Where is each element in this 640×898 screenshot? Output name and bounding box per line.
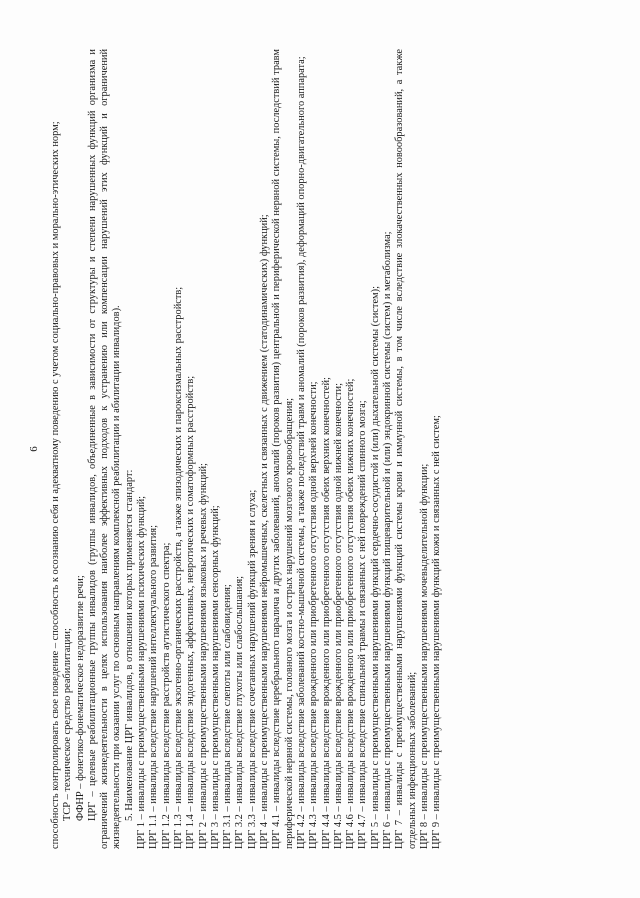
list-item: ЦРГ 4.5 – инвалиды вследствие врожденного или приобретенного отсутствия одной нижней конечности;: [332, 383, 344, 849]
list-item: ЦРГ 1.3 – инвалиды вследствие экзогенно-органических расстройств, а также эпизодических и пароксизмальных расстройств;: [172, 286, 184, 849]
list-item: ЦРГ 4.6 – инвалиды вследствие врожденного или приобретенного отсутствия обеих нижних конечностей;: [345, 378, 357, 849]
paragraph: ФФНР – фонетико-фонематическое недоразвитие речи;: [74, 575, 86, 821]
list-item: ЦРГ 9 – инвалиды с преимущественными нарушениями функций кожи и связанных с ней систем;: [431, 415, 443, 849]
list-item: ЦРГ 4.1 – инвалиды вследствие церебрального паралича и других заболеваний, аномалий (пороков развития) центральной и периферической нервной системы, последствий травм периферической нервной системы, головного мозга и острых нарушений мозгового кровообращения;: [271, 49, 295, 849]
list-item: ЦРГ 1.2 – инвалиды вследствие расстройств аутистического спектра;: [160, 542, 172, 849]
list-item: ЦРГ 4.4 – инвалиды вследствие врожденного или приобретенного отсутствия обеих верхних конечностей;: [320, 377, 332, 849]
list-item: ЦРГ 4.3 – инвалиды вследствие врожденного или приобретенного отсутствия одной верхней конечности;: [308, 381, 320, 849]
paragraph-list: [50, 49, 444, 849]
list-item: ЦРГ 7 – инвалиды с преимущественными нарушениями функций системы крови и иммунной системы, в том числе вследствие злокачественных новообразований, а также отдельных инфекционных заболеваний;: [394, 49, 418, 849]
list-item: ЦРГ 4.7 – инвалиды вследствие спинальной травмы и связанных с ней повреждений спинного мозга;: [357, 400, 369, 849]
list-item: ЦРГ 3.2 – инвалиды вследствие глухоты или слабослышания;: [234, 575, 246, 849]
list-item: ЦРГ 3.3 – инвалиды вследствие сочетанных нарушений функций зрения и слуха;: [246, 489, 258, 849]
list-item: ЦРГ 3 – инвалиды с преимущественными нарушениями сенсорных функций;: [209, 505, 221, 849]
page-number: 6: [28, 446, 40, 452]
rotated-text-block: [28, 49, 590, 849]
list-item: ЦРГ 4 – инвалиды с преимущественными нарушениями нейромышечных, скелетных и связанных с движением (статодинамических) функций;: [259, 214, 271, 849]
list-item: ЦРГ 1.4 – инвалиды вследствие эндогенных, аффективных, невротических и соматоформных расстройств;: [185, 375, 197, 849]
list-item: ЦРГ 5 – инвалиды с преимущественными нарушениями функций сердечно-сосудистой и (или) дыхательной системы (систем);: [369, 286, 381, 849]
list-item: ЦРГ 8 – инвалиды с преимущественными нарушениями мочевыделительной функции;: [418, 463, 430, 849]
list-item: ЦРГ 6 – инвалиды с преимущественными нарушениями функций пищеварительной и (или) эндокринной системы (систем) и метаболизма;: [382, 231, 394, 849]
paragraph: способность контролировать свое поведение – способность к осознанию себя и адекватному поведению с учетом социально-правовых и морально-этических норм;: [50, 121, 61, 849]
list-item: ЦРГ 2 – инвалиды с преимущественными нарушениями языковых и речевых функций;: [197, 463, 209, 849]
paragraph: ТСР – техническое средство реабилитации;: [62, 628, 74, 821]
list-item: ЦРГ 3.1 – инвалиды вследствие слепоты или слабовидения;: [222, 584, 234, 849]
list-item: ЦРГ 4.2 – инвалиды вследствие заболеваний костно-мышечной системы, а также последствий травм и аномалий (пороков развития), деформаций опорно-двигательного аппарата;: [295, 56, 307, 849]
list-item: ЦРГ 1 – инвалиды с преимущественными нарушениями психических функций;: [136, 495, 148, 849]
paragraph: 5. Наименование ЦРГ инвалидов, в отношении которых применяется стандарт:: [123, 469, 135, 821]
paragraph: ЦРГ – целевые реабилитационные группы инвалидов (группы инвалидов, объединенные в зависимости от структуры и степени нарушенных функций организма и ограничений жизнедеятельности в целях использования наиболее эффективных подходов к устранению или компенсации нарушений этих функций и ограничений жизнедеятельности при оказании услуг по основным направлениям комплексной реабилитации и абилитации инвалидов).: [86, 49, 123, 849]
list-item: ЦРГ 1.1 – инвалиды вследствие нарушений интеллектуального развития;: [148, 525, 160, 849]
